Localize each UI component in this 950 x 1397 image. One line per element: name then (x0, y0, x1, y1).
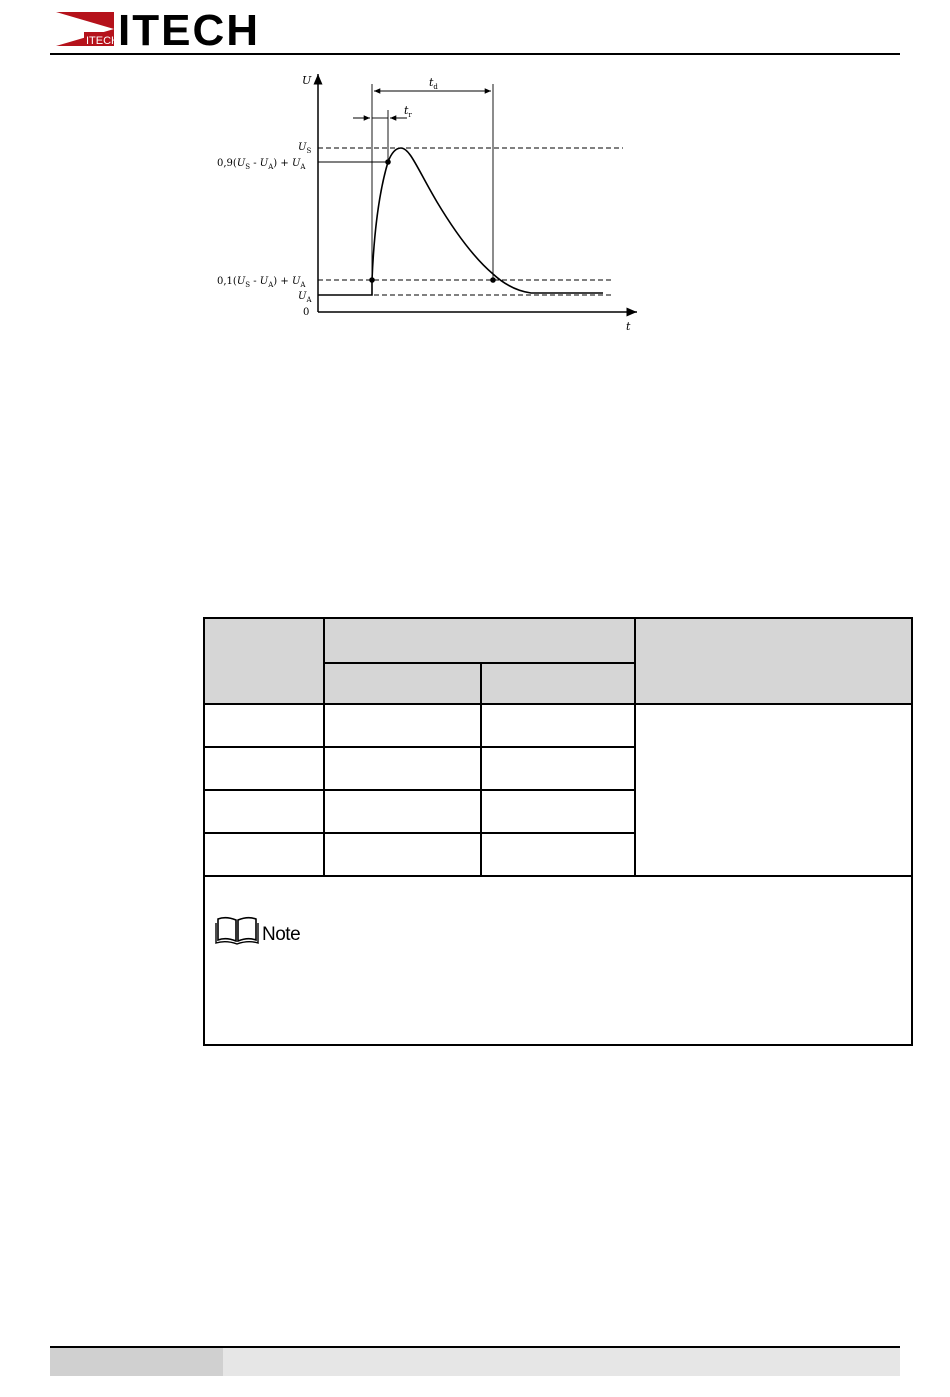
header-cell-1 (204, 618, 324, 704)
table-cell (481, 747, 635, 790)
level90-label: $0,9(U_S - U_A) + U_A$ (217, 158, 306, 171)
spec-table (203, 617, 913, 1046)
table-cell (481, 790, 635, 833)
table-cell (324, 704, 481, 747)
note-row (204, 876, 912, 1045)
logo-wordmark: ITECH (118, 10, 260, 48)
level10-label: $0,1(U_S - U_A) + U_A$ (217, 276, 306, 289)
us-label: $U_S$ (298, 142, 312, 155)
merged-cell (635, 704, 912, 876)
zero-label: 0 (303, 307, 310, 318)
surge-curve (318, 148, 603, 295)
tr-label: $t_r$ (404, 104, 412, 119)
table-cell (481, 833, 635, 876)
table-cell (324, 747, 481, 790)
table-cell (324, 790, 481, 833)
table-header-row (204, 618, 912, 663)
table-cell (204, 747, 324, 790)
table-cell (204, 790, 324, 833)
table-cell (204, 833, 324, 876)
header-rule (50, 53, 900, 55)
table-row (204, 704, 912, 747)
y-axis-label: U (302, 74, 312, 87)
table-cell (481, 704, 635, 747)
subheader-cell-2 (481, 663, 635, 704)
ua-label: $U_A$ (298, 291, 312, 304)
header-cell-group (324, 618, 635, 663)
logo-badge-text: ITECH (86, 35, 119, 47)
itech-logo (56, 10, 268, 48)
note-label: Note (262, 924, 301, 945)
table-cell (204, 704, 324, 747)
logo-badge (56, 12, 119, 47)
header-cell-last (635, 618, 912, 704)
x-axis-label: t (626, 320, 631, 333)
td-label: $t_d$ (429, 76, 438, 91)
book-icon (215, 915, 259, 945)
footer-bar (50, 1346, 900, 1376)
footer-left-block (50, 1348, 223, 1376)
table-cell (324, 833, 481, 876)
subheader-cell-1 (324, 663, 481, 704)
note-cell (204, 876, 912, 1045)
surge-waveform-diagram (205, 62, 655, 347)
